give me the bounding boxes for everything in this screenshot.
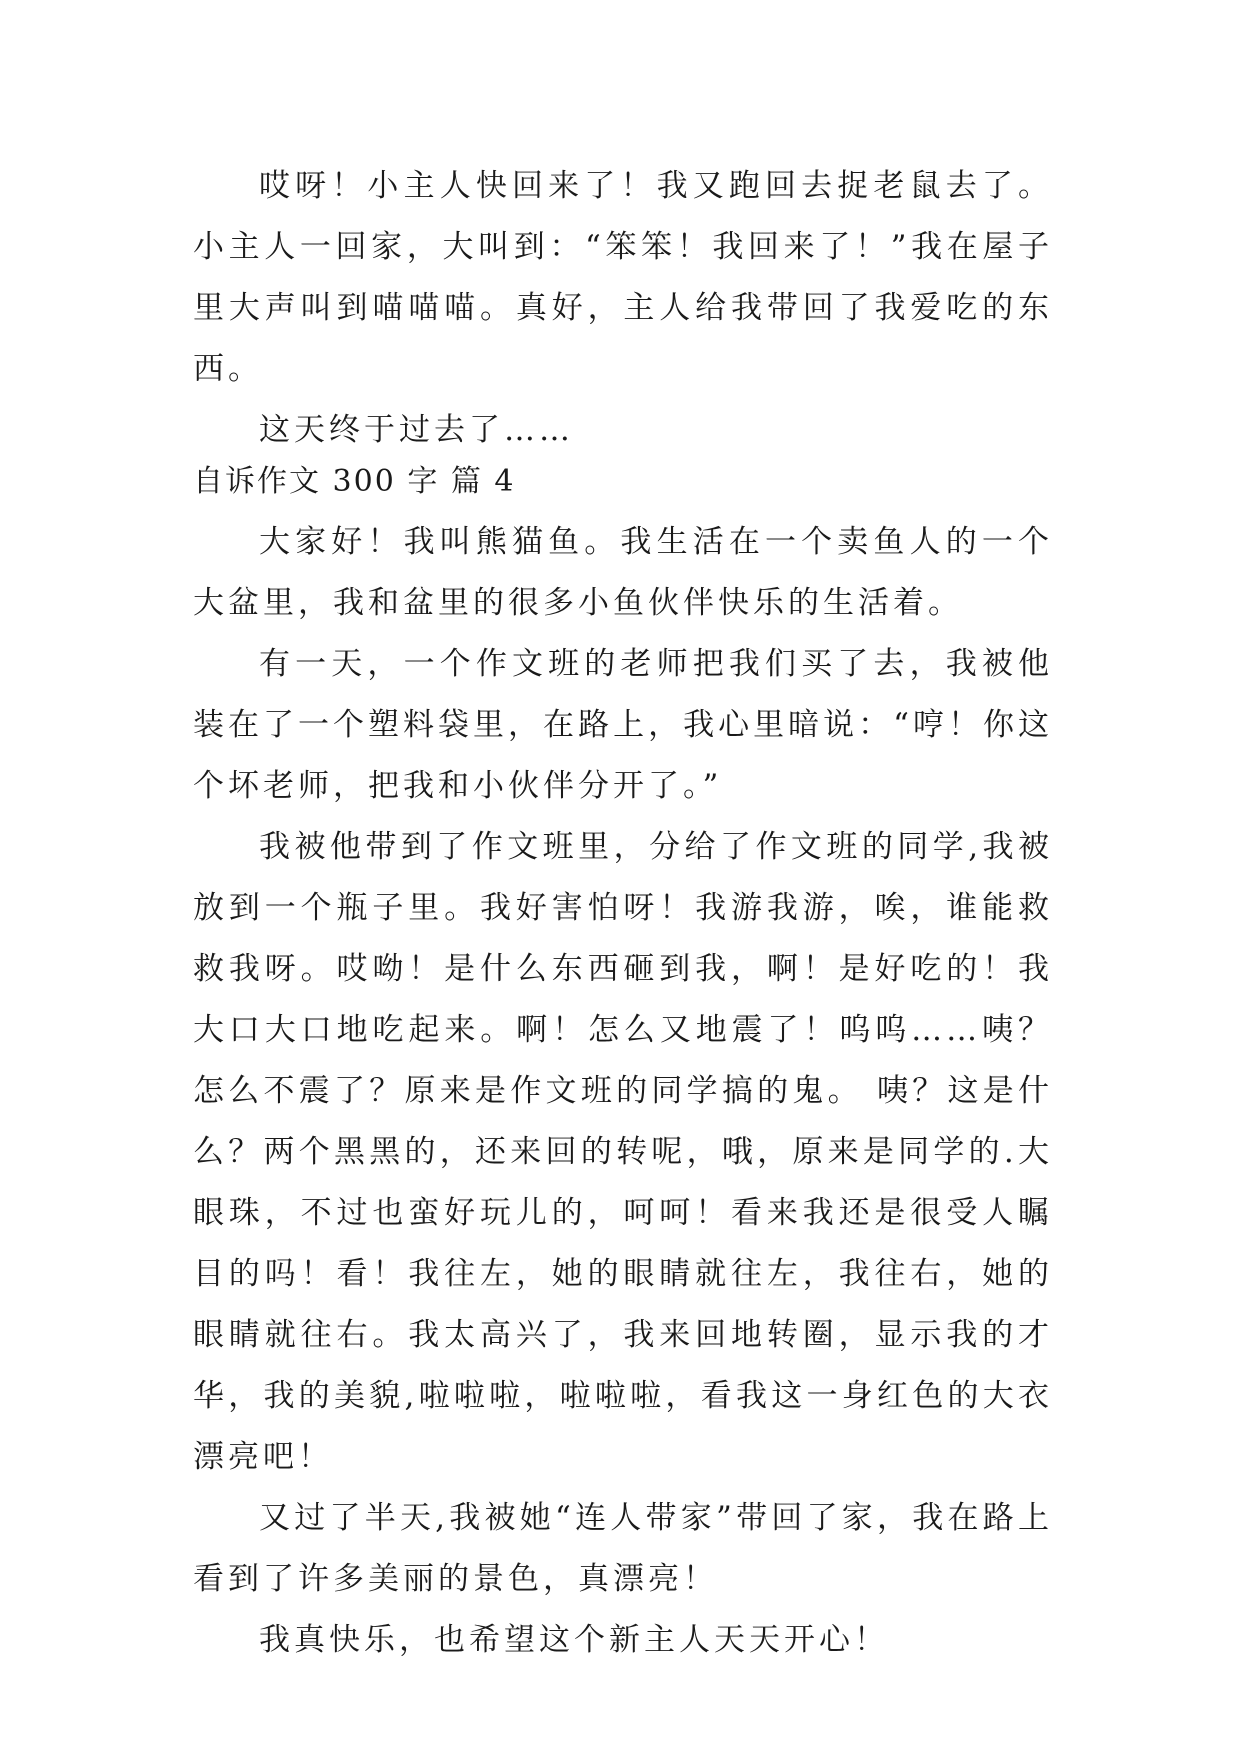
- paragraph: 哎呀！小主人快回来了！我又跑回去捉老鼠去了。小主人一回家，大叫到：“笨笨！我回来了！”我在屋子里大声叫到喵喵喵。真好，主人给我带回了我爱吃的东西。: [193, 168, 1053, 387]
- paragraph: 有一天，一个作文班的老师把我们买了去，我被他装在了一个塑料袋里，在路上，我心里暗说：“哼！你这个坏老师，把我和小伙伴分开了。”: [193, 646, 1053, 804]
- paragraph: 又过了半天,我被她“连人带家”带回了家，我在路上看到了许多美丽的景色，真漂亮！: [193, 1500, 1053, 1597]
- essay-section-4: [193, 451, 1053, 1671]
- paragraph: 我真快乐，也希望这个新主人天天开心！: [259, 1622, 889, 1658]
- paragraph: 这天终于过去了……: [259, 412, 574, 448]
- story-ending: [193, 156, 1053, 461]
- section-heading: 自诉作文 300 字 篇 4: [193, 464, 516, 499]
- paragraph: 我被他带到了作文班里，分给了作文班的同学,我被放到一个瓶子里。我好害怕呀！我游我游，唉，谁能救救我呀。哎呦！是什么东西砸到我，啊！是好吃的！我大口大口地吃起来。啊！怎么又地震了！呜呜……咦？怎么不震了？原来是作文班的同学搞的鬼。 咦？这是什么？两个黑黑的，还来回的转呢，哦，原来是同学的.大眼珠，不过也蛮好玩儿的，呵呵！看来我还是很受人瞩目的吗！看！我往左，她的眼睛就往左，我往右，她的眼睛就往右。我太高兴了，我来回地转圈，显示我的才华，我的美貌,啦啦啦，啦啦啦，看我这一身红色的大衣漂亮吧！: [193, 829, 1053, 1475]
- paragraph: 大家好！我叫熊猫鱼。我生活在一个卖鱼人的一个大盆里，我和盆里的很多小鱼伙伴快乐的生活着。: [193, 524, 1053, 621]
